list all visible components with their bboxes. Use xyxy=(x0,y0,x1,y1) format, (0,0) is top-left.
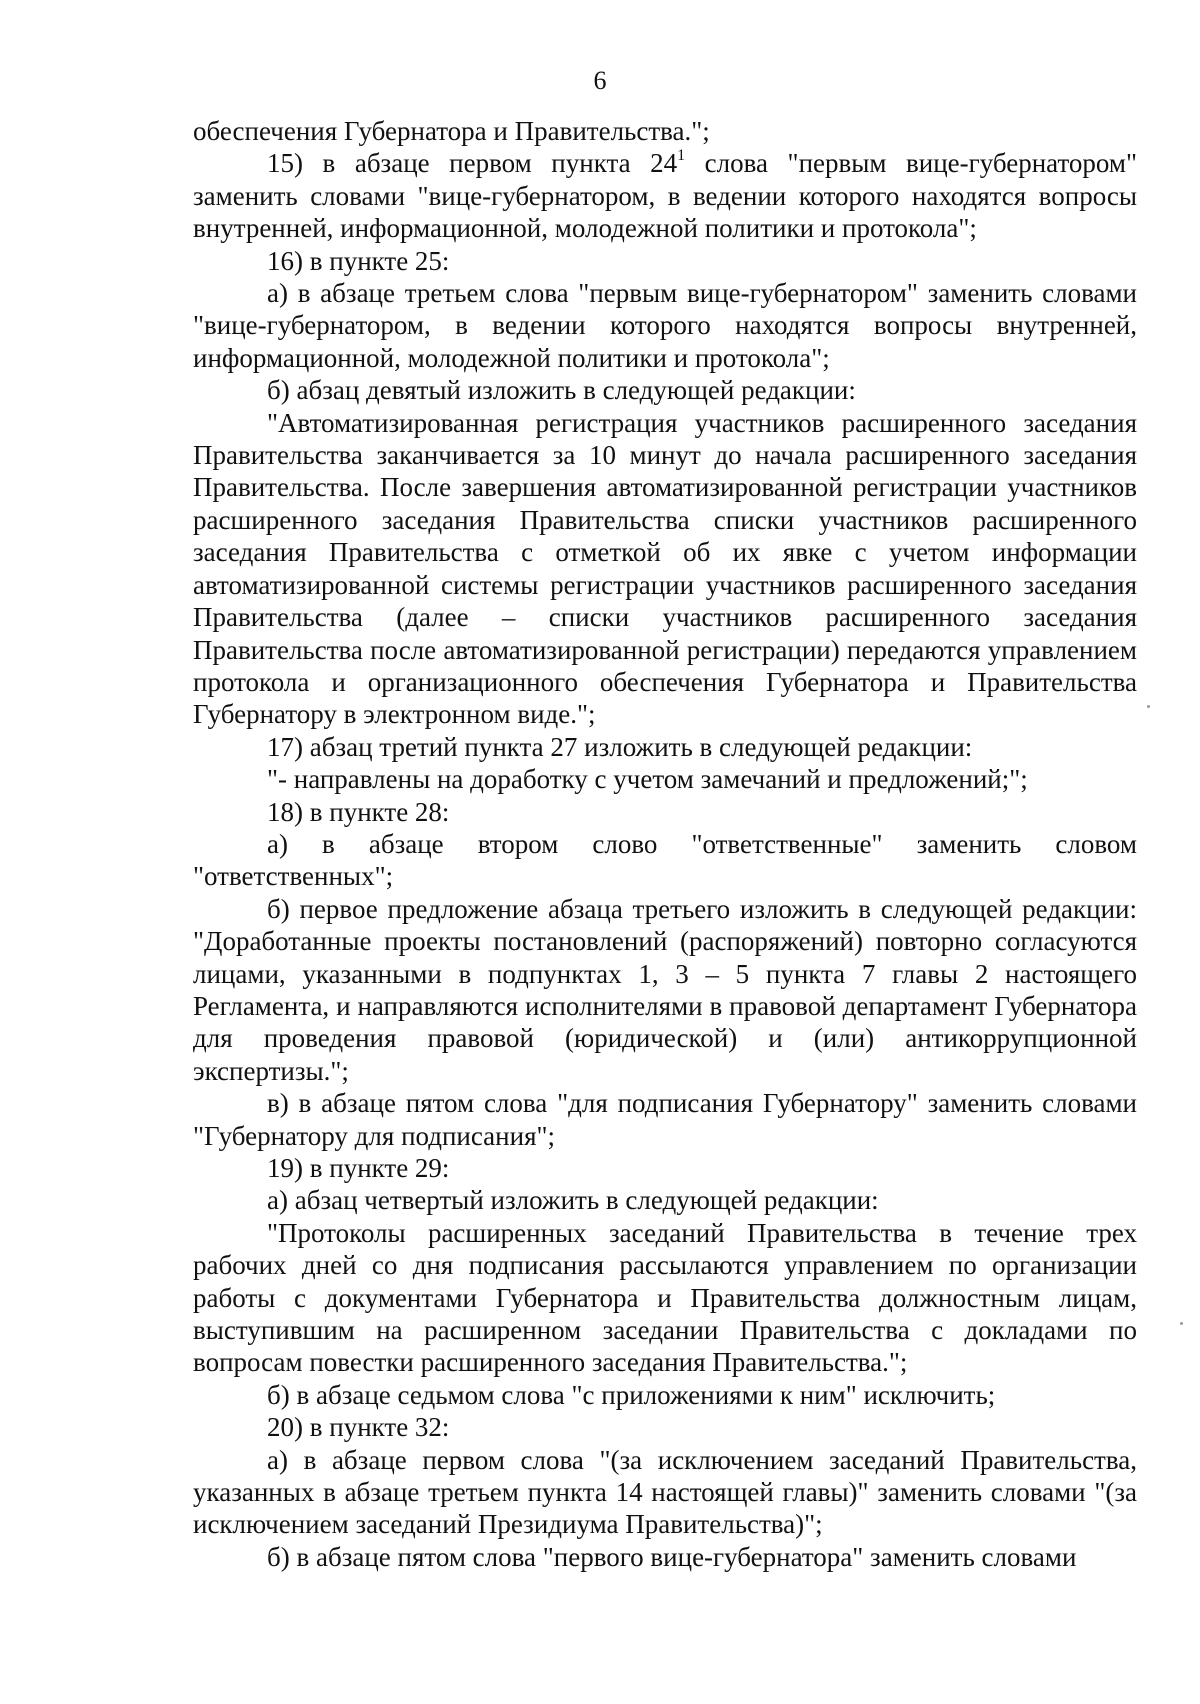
paragraph: а) в абзаце третьем слова "первым вице-губернатором" заменить словами "вице-губернатором, в ведении которого находятся вопросы внутренней, информационной, молодежной политики и протокола"; xyxy=(193,278,1137,373)
paragraph: а) в абзаце первом слова "(за исключением заседаний Правительства, указанных в абзаце третьем пункта 14 настоящей главы)" заменить словами "(за исключением заседаний Президиума Правительства)"; xyxy=(193,1444,1137,1540)
scan-speck xyxy=(1180,1322,1183,1325)
paragraph-item-15 xyxy=(193,147,1137,244)
paragraph-item-18: 18) в пункте 28: xyxy=(267,796,450,827)
paragraph-item-20: 20) в пункте 32: xyxy=(267,1412,450,1443)
paragraph: обеспечения Губернатора и Правительства."; xyxy=(193,116,710,146)
quoted-paragraph: "- направлены на доработку с учетом замечаний и предложений;"; xyxy=(267,764,1028,795)
scan-speck xyxy=(1147,705,1150,708)
paragraph: б) в абзаце седьмом слова "с приложениями к ним" исключить; xyxy=(267,1379,996,1410)
paragraph: в) в абзаце пятом слова "для подписания Губернатору" заменить словами "Губернатору для подписания"; xyxy=(193,1088,1137,1151)
document-body xyxy=(193,115,1137,1573)
paragraph: б) первое предложение абзаца третьего изложить в следующей редакции: "Доработанные проекты постановлений (распоряжений) повторно согласуются лицами, указанными в подпунктах 1, 3 – 5 пункта 7 главы 2 настоящего Регламента, и направляются исполнителями в правовой департамент Губернатора для проведения правовой (юридической) и (или) антикоррупционной экспертизы."; xyxy=(193,893,1137,1086)
paragraph: а) абзац четвертый изложить в следующей редакции: xyxy=(267,1185,879,1216)
paragraph-text-continued: слова "первым вице-губернатором" заменить словами "вице-губернатором, в ведении которого находятся вопросы внутренней, информационной, молодежной политики и протокола"; xyxy=(193,148,1137,244)
superscript: 1 xyxy=(677,147,686,165)
paragraph: б) в абзаце пятом слова "первого вице-губернатора" заменить словами xyxy=(267,1541,1077,1572)
paragraph-item-16: 16) в пункте 25: xyxy=(267,245,450,276)
paragraph-item-17: 17) абзац третий пункта 27 изложить в следующей редакции: xyxy=(267,731,973,762)
page-number: 6 xyxy=(593,66,607,95)
paragraph: б) абзац девятый изложить в следующей редакции: xyxy=(267,375,856,406)
paragraph-text: 15) в абзаце первом пункта 24 xyxy=(267,148,678,179)
paragraph: а) в абзаце втором слово "ответственные" заменить словом "ответственных"; xyxy=(193,828,1137,892)
paragraph-item-19: 19) в пункте 29: xyxy=(267,1153,450,1183)
quoted-paragraph: "Автоматизированная регистрация участников расширенного заседания Правительства заканчивается за 10 минут до начала расширенного заседания Правительства. После завершения автоматизированной регистрации участников расширенного заседания Правительства списки участников расширенного заседания Правительства с отметкой об их явке с учетом информации автоматизированной системы регистрации участников расширенного заседания Правительства (далее – списки участников расширенного заседания Правительства после автоматизированной регистрации) передаются управлением протокола и организационного обеспечения Губернатора и Правительства Губернатору в электронном виде."; xyxy=(193,407,1137,730)
quoted-paragraph: "Протоколы расширенных заседаний Правительства в течение трех рабочих дней со дня подписания рассылаются управлением по организации работы с документами Губернатора и Правительства должностным лицам, выступившим на расширенном заседании Правительства с докладами по вопросам повестки расширенного заседания Правительства."; xyxy=(193,1217,1137,1378)
